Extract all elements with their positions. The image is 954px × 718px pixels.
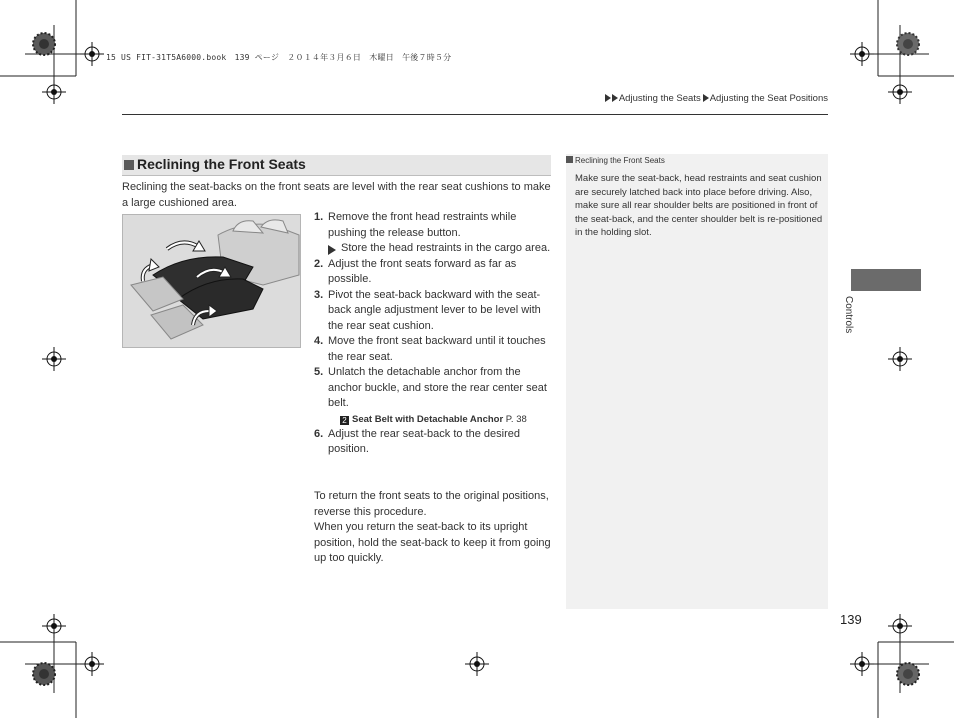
step-item — [314, 427, 554, 458]
step-item — [314, 365, 554, 427]
sidenote-panel — [566, 154, 828, 609]
intro-paragraph: Reclining the seat-backs on the front seats are level with the rear seat cushions to make a large cushioned area. — [122, 181, 551, 209]
arrow-right-icon — [605, 94, 611, 102]
chapter-tab-text: Controls — [843, 296, 854, 334]
steps-list — [314, 210, 554, 458]
file-header: 15 US FIT-31T5A6000.book 139 ページ ２０１４年３月６日 木曜日 午後７時５分 — [106, 53, 452, 62]
sidenote-title-text: Reclining the Front Seats — [575, 156, 665, 165]
closing-text — [314, 489, 554, 567]
step-subnote — [328, 241, 554, 257]
step-text: Pivot the seat-back backward with the seat-back angle adjustment lever to be level with the rear seat cushion. — [328, 288, 541, 332]
seat-illustration — [122, 214, 301, 348]
page-number: 139 — [840, 612, 862, 627]
cross-reference-link[interactable] — [328, 412, 554, 427]
section-title: Reclining the Front Seats — [137, 156, 306, 172]
square-bullet-icon — [124, 160, 134, 170]
step-item — [314, 257, 554, 288]
page-reference-icon: 2 — [340, 416, 349, 425]
step-number: 6. — [314, 427, 324, 440]
closing-paragraph-2: When you return the seat-back to its upright position, hold the seat-back to keep it from going up too quickly. — [314, 521, 551, 564]
arrow-right-icon — [703, 94, 709, 102]
step-item — [314, 288, 554, 335]
closing-paragraph-1: To return the front seats to the original positions, reverse this procedure. — [314, 490, 549, 518]
step-number: 1. — [314, 211, 324, 223]
step-text: Adjust the rear seat-back to the desired position. — [328, 427, 520, 455]
step-number: 4. — [314, 335, 324, 347]
step-item — [314, 210, 554, 257]
breadcrumb-item-positions[interactable]: Adjusting the Seat Positions — [709, 93, 828, 104]
step-number: 3. — [314, 288, 324, 301]
chapter-tab-label — [838, 296, 870, 356]
step-item — [314, 334, 554, 365]
reference-page: P. 38 — [505, 413, 527, 425]
step-number: 2. — [314, 257, 324, 270]
step-text: Move the front seat backward until it touches the rear seat. — [328, 335, 546, 363]
step-number: 5. — [314, 366, 324, 378]
note-marker-icon — [566, 156, 573, 163]
reference-title: Seat Belt with Detachable Anchor — [352, 413, 504, 425]
header-divider — [122, 114, 828, 115]
sidenote-body: Make sure the seat-back, head restraints and seat cushion are securely latched back into place before driving. Also, make sure all rear shoulder belts are positioned in front of the seat-back, and the center shoulder belt is re-positioned in the holding slot. — [575, 173, 823, 238]
arrow-right-icon — [328, 245, 336, 255]
section-heading — [122, 155, 551, 176]
step-subnote-text: Store the head restraints in the cargo area. — [341, 242, 551, 254]
reclined-seats-image — [123, 215, 301, 348]
step-text: Unlatch the detachable anchor from the anchor buckle, and store the rear center seat belt. — [328, 366, 547, 409]
arrow-right-icon — [612, 94, 618, 102]
sidenote-title — [566, 156, 665, 165]
breadcrumb-item-seats[interactable]: Adjusting the Seats — [618, 93, 701, 104]
step-text: Adjust the front seats forward as far as possible. — [328, 257, 517, 285]
chapter-tab[interactable] — [851, 269, 921, 291]
step-text: Remove the front head restraints while pushing the release button. — [328, 211, 517, 239]
breadcrumb — [605, 93, 828, 104]
